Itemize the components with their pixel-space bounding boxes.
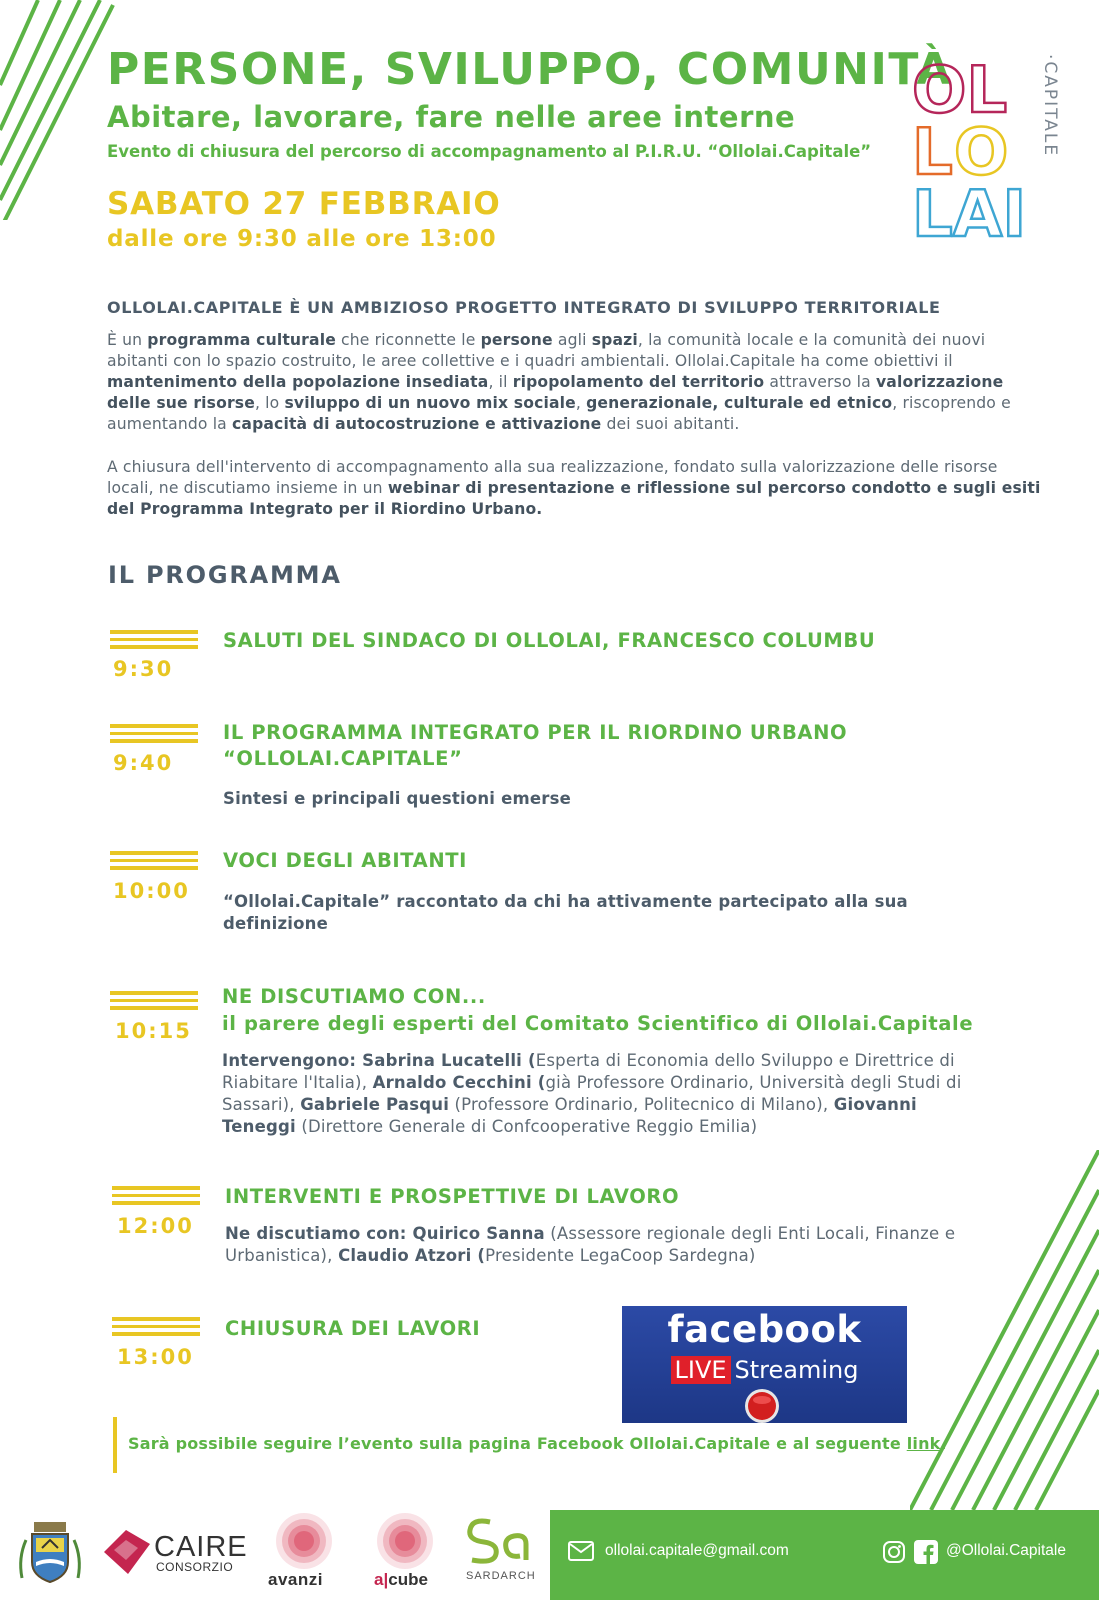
follow-note-accent (113, 1417, 117, 1473)
program-item-title: CHIUSURA DEI LAVORI (225, 1317, 481, 1340)
follow-note (128, 1434, 947, 1453)
municipality-crest (14, 1518, 86, 1588)
live-badge: LIVE (671, 1356, 731, 1384)
time-bars (110, 991, 198, 1011)
follow-note-end: . (940, 1434, 947, 1453)
program-item-title: IL PROGRAMMA INTEGRATO PER IL RIORDINO URBANO “OLLOLAI.CAPITALE” (223, 721, 848, 770)
event-subtitle: Abitare, lavorare, fare nelle aree interne (107, 100, 796, 134)
facebook-icon[interactable] (914, 1540, 938, 1564)
live-streaming-label (622, 1356, 907, 1384)
mail-icon (568, 1541, 594, 1561)
sardarch-name: SARDARCH (466, 1570, 536, 1582)
sardarch-logo (462, 1516, 537, 1586)
logo-row-2b: O (954, 116, 1009, 190)
event-date: SABATO 27 FEBBRAIO (107, 186, 501, 222)
ollolai-capitale-logo (912, 50, 1062, 250)
stream-link[interactable]: link (906, 1434, 941, 1453)
program-item-title: VOCI DEGLI ABITANTI (223, 849, 468, 872)
intro-paragraph-1: È un programma culturale che riconnette le persone agli spazi, la comunità locale e la comunità dei nuovi abitanti con lo spazio costruito, le aree collettive e i quadri ambientali. Ollolai.Capitale ha come obiettivi il mantenimento della popolazione insediata, il ripopolamento del territorio attraverso la valorizzazione delle sue risorse, lo sviluppo di un nuovo mix sociale, generazionale, culturale ed etnico, riscoprendo e aumentando la capacità di autocostruzione e attivazione dei suoi abitanti. (107, 331, 1011, 433)
alcube-name: a|cube (374, 1570, 428, 1589)
event-hours: dalle ore 9:30 alle ore 13:00 (107, 226, 497, 252)
avanzi-name: avanzi (268, 1570, 323, 1589)
top-left-stripes (0, 0, 115, 220)
program-item-desc: “Ollolai.Capitale” raccontato da chi ha attivamente partecipato alla sua definizione (223, 892, 908, 933)
time-bars (112, 1317, 200, 1337)
event-tagline: Evento di chiusura del percorso di accompagnamento al P.I.R.U. “Ollolai.Capitale” (107, 142, 872, 161)
logo-row-2a: L (912, 116, 953, 190)
social-handle[interactable]: @Ollolai.Capitale (946, 1542, 1066, 1559)
program-time: 9:40 (113, 751, 174, 775)
program-heading: IL PROGRAMMA (108, 561, 342, 589)
facebook-live-banner[interactable] (622, 1306, 907, 1423)
time-bars (112, 1186, 200, 1206)
program-time: 10:00 (113, 879, 190, 903)
intro-heading: OLLOLAI.CAPITALE È UN AMBIZIOSO PROGETTO INTEGRATO DI SVILUPPO TERRITORIALE (107, 298, 941, 317)
avanzi-logo (264, 1510, 344, 1592)
alcube-a: a (374, 1570, 384, 1589)
caire-consorzio-logo (104, 1528, 248, 1578)
program-time: 12:00 (117, 1214, 194, 1238)
streaming-text: Streaming (734, 1356, 859, 1384)
alcube-logo (370, 1510, 445, 1592)
program-item-desc: Intervengono: Sabrina Lucatelli (Esperta di Economia dello Sviluppo e Direttrice di Riabitare l'Italia), Arnaldo Cecchini (già Professore Ordinario, Università degli Studi di Sassari), Gabriele Pasqui (Professore Ordinario, Politecnico di Milano), Giovanni Teneggi (Direttore Generale di Confcooperative Reggio Emilia) (222, 1051, 962, 1136)
time-bars (110, 724, 198, 744)
program-item-desc: Sintesi e principali questioni emerse (223, 789, 572, 808)
program-time: 9:30 (113, 657, 174, 681)
caire-name: CAIRE (154, 1531, 248, 1563)
logo-side-text: ·CAPITALE (1040, 54, 1060, 158)
contact-email[interactable]: ollolai.capitale@gmail.com (605, 1542, 789, 1559)
program-item-title: NE DISCUTIAMO CON... (222, 985, 486, 1008)
intro-paragraph-2: A chiusura dell'intervento di accompagnamento alla sua realizzazione, fondato sulla valorizzazione delle risorse locali, ne discutiamo insieme in un webinar di presentazione e riflessione sul percorso condotto e sugli esiti del Programma Integrato per il Riordino Urbano. (107, 458, 1041, 518)
logo-row-1: OL (912, 54, 1008, 128)
time-bars (110, 851, 198, 871)
record-button-icon (744, 1388, 780, 1424)
program-time: 13:00 (117, 1345, 194, 1369)
program-time: 10:15 (115, 1019, 192, 1043)
time-bars (110, 630, 198, 650)
caire-sub: CONSORZIO (156, 1560, 234, 1574)
facebook-wordmark: facebook (667, 1308, 862, 1351)
follow-note-text: Sarà possibile seguire l’evento sulla pagina Facebook Ollolai.Capitale e al seguente (128, 1434, 907, 1453)
alcube-cube: cube (388, 1570, 428, 1589)
program-item-desc: Ne discutiamo con: Quirico Sanna (Assessore regionale degli Enti Locali, Finanze e Urbanistica), Claudio Atzori (Presidente LegaCoop Sardegna) (225, 1224, 956, 1265)
logo-row-3: LAI (912, 178, 1027, 250)
instagram-icon[interactable] (882, 1540, 906, 1564)
program-item-title: SALUTI DEL SINDACO DI OLLOLAI, FRANCESCO COLUMBU (223, 629, 876, 652)
program-item-subtitle: il parere degli esperti del Comitato Scientifico di Ollolai.Capitale (222, 1012, 974, 1035)
event-title: PERSONE, SVILUPPO, COMUNITÀ (107, 44, 953, 95)
program-item-title: INTERVENTI E PROSPETTIVE DI LAVORO (225, 1185, 680, 1208)
